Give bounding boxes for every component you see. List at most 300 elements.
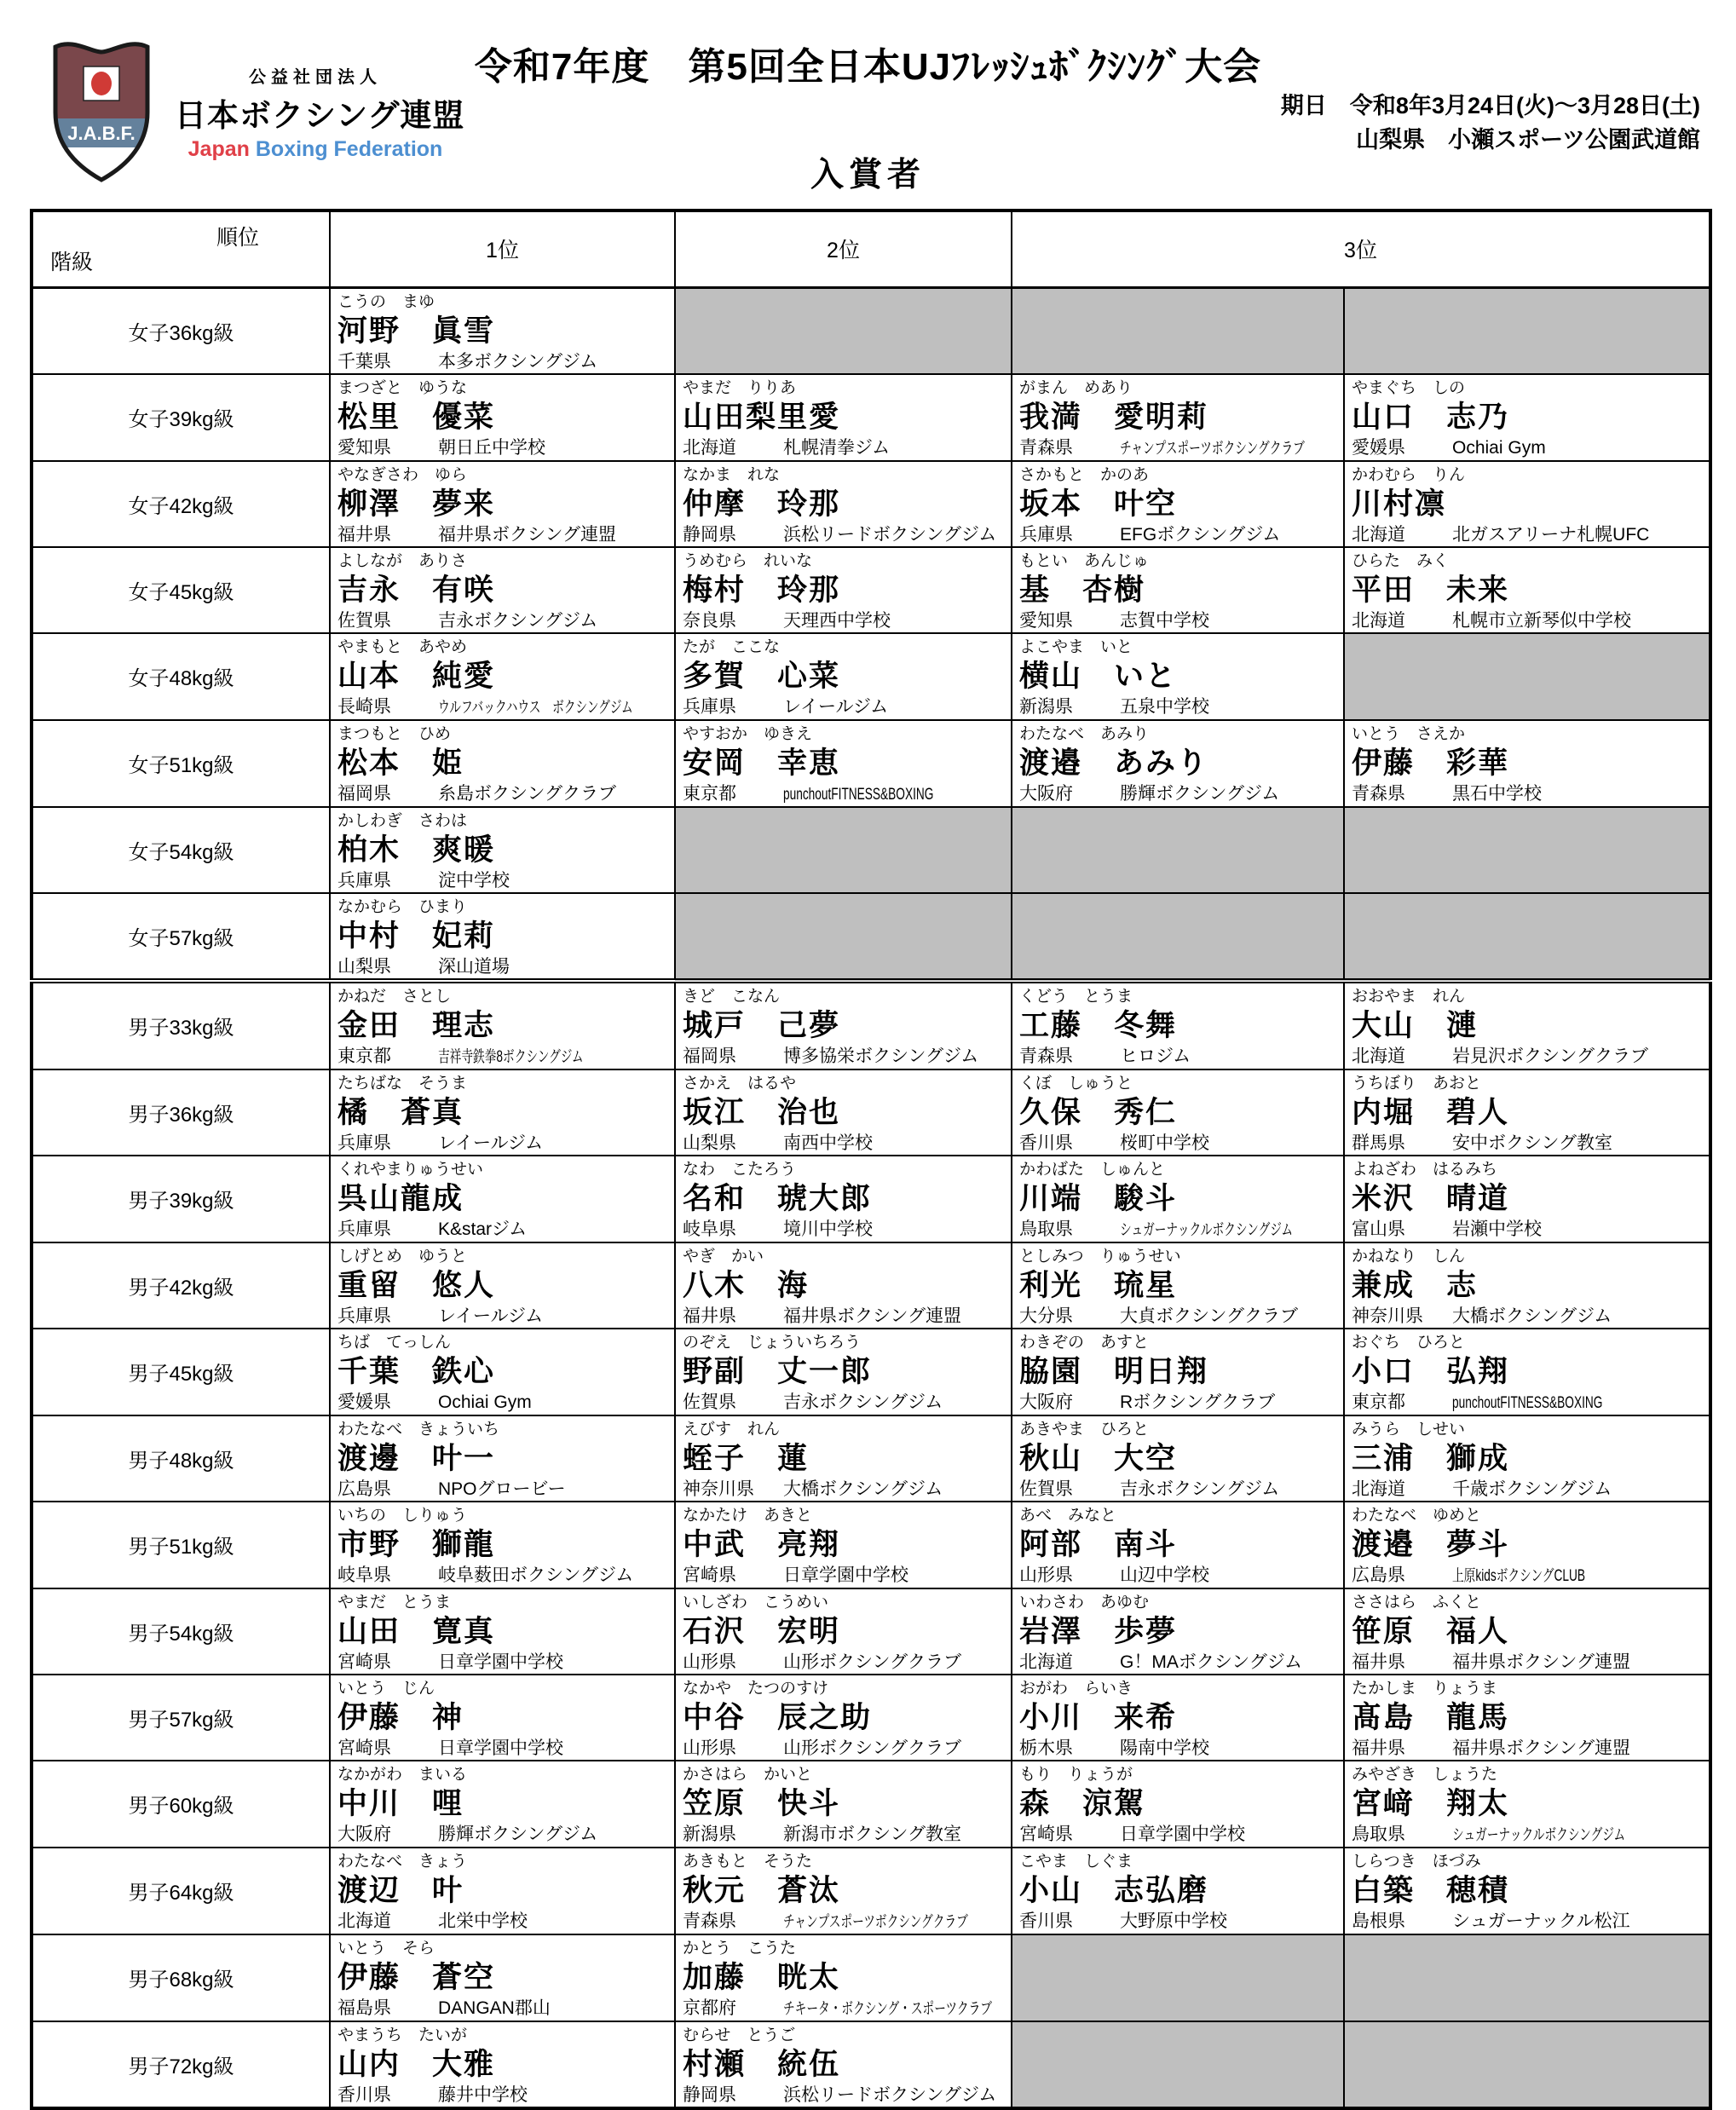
prefecture: 静岡県 [683, 2084, 736, 2105]
third-place-cell-b [1344, 1242, 1710, 1329]
corner-cell [32, 210, 330, 287]
weight-class-row [32, 461, 1710, 547]
prefecture: 北海道 [1352, 524, 1405, 545]
club: 淀中学校 [438, 870, 510, 891]
club: 天理西中学校 [783, 610, 891, 631]
second-place-cell [675, 461, 1012, 547]
athlete-name: 名和 琥大郎 [683, 1181, 873, 1215]
third-place-cell-b [1344, 720, 1710, 807]
furigana: よしなが ありさ [337, 551, 468, 570]
affiliation [337, 695, 667, 719]
third-place-cell-a [1012, 374, 1344, 461]
club: 大橋ボクシングジム [1452, 1306, 1612, 1326]
athlete-name: 渡邊 叶一 [337, 1441, 496, 1475]
furigana: かわばた しゅんと [1019, 1160, 1166, 1179]
club: 吉永ボクシングジム [438, 610, 598, 631]
prefecture: 広島県 [1352, 1565, 1405, 1585]
furigana: いとう さえか [1352, 724, 1466, 743]
furigana: まつざと ゆうな [337, 378, 468, 397]
athlete-name: 秋元 蒼汰 [683, 1873, 841, 1907]
club: 福井県ボクシング連盟 [438, 524, 617, 545]
athlete-name: 安岡 幸恵 [683, 746, 841, 780]
jabf-logo-text: J.A.B.F. [67, 123, 136, 144]
class-header-label: 階級 [50, 250, 94, 274]
affiliation [337, 1910, 667, 1933]
first-place-cell [330, 1156, 675, 1242]
prefecture: 佐賀県 [1019, 1479, 1073, 1499]
athlete-name: 渡邉 夢斗 [1352, 1527, 1510, 1561]
affiliation [1352, 523, 1702, 546]
athlete-name: 松本 姫 [337, 746, 464, 780]
athlete-name: 吉永 有咲 [337, 573, 496, 607]
weight-class-row [32, 720, 1710, 807]
athlete-name: 山口 志乃 [1352, 400, 1510, 434]
club: Ochiai Gym [438, 1392, 532, 1412]
prefecture: 山形県 [683, 1738, 736, 1758]
club: 陽南中学校 [1120, 1738, 1209, 1758]
affiliation [1352, 1564, 1702, 1588]
prefecture: 福井県 [1352, 1652, 1405, 1672]
affiliation [683, 1910, 1004, 1934]
weight-class-row [32, 1848, 1710, 1934]
athlete-name: 伊藤 彩華 [1352, 746, 1510, 780]
club: 岐阜薮田ボクシングジム [438, 1565, 634, 1585]
prefecture: 青森県 [683, 1911, 736, 1931]
club: シュガーナックルボクシングジム [1120, 1220, 1294, 1239]
furigana: いとう じん [337, 1679, 435, 1698]
furigana: いちの しりゅう [337, 1506, 468, 1525]
first-place-cell [330, 1242, 675, 1329]
club: 山辺中学校 [1120, 1565, 1209, 1585]
prefecture: 福岡県 [683, 1046, 736, 1066]
first-place-cell [330, 1329, 675, 1415]
weight-class-label: 男子57kg級 [32, 1675, 330, 1761]
prefecture: 鳥取県 [1019, 1219, 1073, 1239]
furigana: えびす れん [683, 1420, 781, 1438]
affiliation [337, 1478, 667, 1501]
prefecture: 香川県 [1019, 1133, 1073, 1153]
furigana: こやま しぐま [1019, 1852, 1133, 1871]
affiliation [1019, 782, 1336, 805]
prefecture: 奈良県 [683, 610, 736, 631]
furigana: おおやま れん [1352, 987, 1466, 1006]
weight-class-label: 女子36kg級 [32, 287, 330, 374]
affiliation [337, 1132, 667, 1155]
furigana: むらせ とうご [683, 2026, 796, 2044]
weight-class-label: 女子57kg級 [32, 893, 330, 981]
weight-class-label: 男子64kg級 [32, 1848, 330, 1934]
weight-class-label: 女子48kg級 [32, 633, 330, 720]
furigana: ささはら ふくと [1352, 1593, 1482, 1611]
second-place-cell [675, 1502, 1012, 1588]
affiliation [1352, 782, 1702, 805]
club: 岩瀬中学校 [1452, 1219, 1542, 1239]
prefecture: 大阪府 [1019, 783, 1073, 804]
affiliation [1019, 1305, 1336, 1328]
column-third-place: 3位 [1012, 210, 1710, 287]
prefecture: 兵庫県 [1019, 524, 1073, 545]
club: 日章学園中学校 [438, 1652, 563, 1672]
athlete-name: 大山 漣 [1352, 1008, 1479, 1042]
club: 志賀中学校 [1120, 610, 1209, 631]
athlete-name: 川村凛 [1352, 487, 1447, 521]
athlete-name: 秋山 大空 [1019, 1441, 1178, 1475]
third-place-cell-a [1012, 1415, 1344, 1502]
results-table [30, 209, 1712, 2110]
weight-class-row [32, 1502, 1710, 1588]
affiliation [683, 1737, 1004, 1760]
weight-class-label: 男子51kg級 [32, 1502, 330, 1588]
club: チャンプスポーツボクシングクラブ [783, 1912, 968, 1931]
club: 朝日丘中学校 [438, 437, 545, 458]
furigana: やなぎさわ ゆら [337, 465, 468, 484]
athlete-name: 阿部 南斗 [1019, 1527, 1178, 1561]
club: 福井県ボクシング連盟 [1452, 1652, 1631, 1672]
weight-class-row [32, 1156, 1710, 1242]
athlete-name: 松里 優菜 [337, 400, 496, 434]
prefecture: 岐阜県 [683, 1219, 736, 1239]
furigana: きど こなん [683, 987, 781, 1006]
third-place-cell-b [1344, 1588, 1710, 1675]
affiliation [337, 782, 667, 805]
first-place-cell [330, 1588, 675, 1675]
athlete-name: 野副 丈一郎 [683, 1354, 873, 1388]
second-place-cell [675, 547, 1012, 633]
affiliation [1352, 609, 1702, 632]
prefecture: 兵庫県 [337, 1133, 391, 1153]
athlete-name: 多賀 心菜 [683, 659, 841, 693]
club: 上原kidsボクシングCLUB [1452, 1566, 1585, 1585]
second-place-cell [675, 1242, 1012, 1329]
third-place-cell-b [1344, 1156, 1710, 1242]
first-place-cell [330, 2021, 675, 2108]
athlete-name: 柏木 爽暖 [337, 833, 496, 867]
weight-class-row [32, 2021, 1710, 2108]
third-place-cell-b [1344, 1415, 1710, 1502]
second-place-cell [675, 374, 1012, 461]
furigana: なかま れな [683, 465, 781, 484]
club: シュガーナックル松江 [1452, 1911, 1630, 1931]
club: 博多協栄ボクシングジム [783, 1046, 979, 1066]
club: ヒロジム [1120, 1046, 1191, 1066]
athlete-name: 小川 来希 [1019, 1700, 1178, 1734]
affiliation [1352, 1391, 1702, 1415]
affiliation [683, 1218, 1004, 1241]
third-place-cell-b [1344, 633, 1710, 720]
athlete-name: 城戸 己夢 [683, 1008, 841, 1042]
club: 大貞ボクシングクラブ [1120, 1306, 1299, 1326]
affiliation [1019, 1218, 1336, 1242]
club: 南西中学校 [783, 1133, 873, 1153]
affiliation [1019, 1478, 1336, 1501]
first-place-cell [330, 893, 675, 981]
prefecture: 富山県 [1352, 1219, 1405, 1239]
prefecture: 千葉県 [337, 351, 391, 372]
third-place-cell-b [1344, 287, 1710, 374]
furigana: あきもと そうた [683, 1852, 813, 1871]
furigana: かさはら かいと [683, 1765, 813, 1784]
club: 境川中学校 [783, 1219, 873, 1239]
affiliation [683, 523, 1004, 546]
affiliation [337, 955, 667, 978]
prefecture: 宮崎県 [337, 1652, 391, 1672]
prefecture: 北海道 [1352, 610, 1405, 631]
club: 本多ボクシングジム [438, 351, 598, 372]
first-place-cell [330, 807, 675, 893]
affiliation [337, 1651, 667, 1674]
prefecture: 北海道 [337, 1911, 391, 1931]
affiliation [337, 1997, 667, 2020]
second-place-cell [675, 1934, 1012, 2021]
third-place-cell-b [1344, 1502, 1710, 1588]
furigana: なかたけ あきと [683, 1506, 813, 1525]
furigana: よねざわ はるみち [1352, 1160, 1498, 1179]
first-place-cell [330, 633, 675, 720]
athlete-name: 渡邉 あみり [1019, 746, 1209, 780]
affiliation [337, 869, 667, 892]
first-place-cell [330, 1675, 675, 1761]
athlete-name: 脇園 明日翔 [1019, 1354, 1209, 1388]
athlete-name: 山田 寛真 [337, 1614, 496, 1648]
athlete-name: 伊藤 神 [337, 1700, 464, 1734]
third-place-cell-a [1012, 1761, 1344, 1848]
furigana: うめむら れいな [683, 551, 813, 570]
prefecture: 北海道 [683, 437, 736, 458]
weight-class-row [32, 981, 1710, 1069]
club: 札幌清拳ジム [783, 437, 891, 458]
club: レイールジム [783, 696, 889, 717]
furigana: なかがわ まいる [337, 1765, 468, 1784]
prefecture: 群馬県 [1352, 1133, 1405, 1153]
club: punchoutFITNESS&BOXING [1452, 1393, 1603, 1412]
third-place-cell-b [1344, 461, 1710, 547]
club: 黒石中学校 [1452, 783, 1542, 804]
club: DANGAN郡山 [438, 1998, 551, 2018]
prefecture: 愛知県 [1019, 610, 1073, 631]
third-place-cell-a [1012, 1242, 1344, 1329]
third-place-cell-a [1012, 1588, 1344, 1675]
affiliation [683, 1564, 1004, 1587]
event-date: 期日 令和8年3月24日(火)～3月28日(土) [1280, 93, 1700, 118]
second-place-cell [675, 1848, 1012, 1934]
club: レイールジム [438, 1306, 544, 1326]
third-place-cell-a [1012, 893, 1344, 981]
prefecture: 大阪府 [1019, 1392, 1073, 1412]
prefecture: 福井県 [337, 524, 391, 545]
affiliation [1352, 1045, 1702, 1068]
affiliation [1019, 1651, 1336, 1674]
prefecture: 神奈川県 [683, 1479, 754, 1499]
athlete-name: 利光 琉星 [1019, 1268, 1178, 1302]
weight-class-label: 男子42kg級 [32, 1242, 330, 1329]
furigana: やぎ かい [683, 1247, 764, 1265]
furigana: いしざわ こうめい [683, 1593, 829, 1611]
athlete-name: 村瀬 統伍 [683, 2047, 841, 2081]
athlete-name: 三浦 獅成 [1352, 1441, 1510, 1475]
club: Ochiai Gym [1452, 437, 1546, 458]
first-place-cell [330, 981, 675, 1069]
third-place-cell-a [1012, 807, 1344, 893]
event-meta [1281, 89, 1700, 157]
third-place-cell-a [1012, 1934, 1344, 2021]
affiliation [337, 1305, 667, 1328]
third-place-cell-a [1012, 547, 1344, 633]
furigana: なかや たつのすけ [683, 1679, 829, 1698]
affiliation [1352, 1651, 1702, 1674]
club: 福井県ボクシング連盟 [783, 1306, 962, 1326]
club: 桜町中学校 [1120, 1133, 1209, 1153]
affiliation [337, 1737, 667, 1760]
second-place-cell [675, 720, 1012, 807]
furigana: やまだ りりあ [683, 378, 797, 397]
second-place-cell [675, 893, 1012, 981]
furigana: たちばな そうま [337, 1074, 468, 1092]
third-place-cell-b [1344, 547, 1710, 633]
furigana: もり りょうが [1019, 1765, 1133, 1784]
athlete-name: 小山 志弘磨 [1019, 1873, 1209, 1907]
second-place-cell [675, 1588, 1012, 1675]
prefecture: 福井県 [1352, 1738, 1405, 1758]
subtitle-winners: 入賞者 [810, 157, 926, 193]
furigana: こうの まゆ [337, 292, 435, 311]
prefecture: 広島県 [337, 1479, 391, 1499]
athlete-name: 川端 駿斗 [1019, 1181, 1178, 1215]
third-place-cell-b [1344, 1934, 1710, 2021]
weight-class-label: 男子72kg級 [32, 2021, 330, 2108]
third-place-cell-a [1012, 1156, 1344, 1242]
club: punchoutFITNESS&BOXING [783, 785, 934, 804]
first-place-cell [330, 461, 675, 547]
affiliation [337, 436, 667, 459]
athlete-name: 石沢 宏明 [683, 1614, 841, 1648]
affiliation [1019, 523, 1336, 546]
second-place-cell [675, 1069, 1012, 1156]
furigana: うちぼり あおと [1352, 1074, 1482, 1092]
prefecture: 栃木県 [1019, 1738, 1073, 1758]
affiliation [337, 1045, 667, 1069]
athlete-name: 白築 穂積 [1352, 1873, 1510, 1907]
affiliation [1352, 1218, 1702, 1241]
weight-class-row [32, 374, 1710, 461]
weight-class-label: 女子42kg級 [32, 461, 330, 547]
affiliation [683, 1045, 1004, 1068]
org-en-japan: Japan [187, 137, 250, 161]
results-body [32, 287, 1710, 2108]
weight-class-row [32, 1934, 1710, 2021]
furigana: わたなべ ゆめと [1352, 1506, 1482, 1525]
prefecture: 東京都 [337, 1046, 391, 1066]
prefecture: 兵庫県 [337, 870, 391, 891]
furigana: おぐち ひろと [1352, 1333, 1466, 1352]
furigana: みやざき しょうた [1352, 1765, 1498, 1784]
athlete-name: 我満 愛明莉 [1019, 400, 1209, 434]
club: 岩見沢ボクシングクラブ [1452, 1046, 1649, 1066]
furigana: みうら しせい [1352, 1420, 1466, 1438]
weight-class-row [32, 807, 1710, 893]
athlete-name: 久保 秀仁 [1019, 1095, 1178, 1129]
club: シュガーナックルボクシングジム [1452, 1825, 1626, 1844]
affiliation [337, 523, 667, 546]
weight-class-label: 女子39kg級 [32, 374, 330, 461]
prefecture: 佐賀県 [337, 610, 391, 631]
third-place-cell-b [1344, 2021, 1710, 2108]
third-place-cell-b [1344, 1069, 1710, 1156]
prefecture: 新潟県 [1019, 696, 1073, 717]
weight-class-row [32, 1069, 1710, 1156]
prefecture: 静岡県 [683, 524, 736, 545]
furigana: くれやまりゅうせい [337, 1160, 484, 1179]
prefecture: 北海道 [1019, 1652, 1073, 1672]
club: 大橋ボクシングジム [783, 1479, 943, 1499]
second-place-cell [675, 1761, 1012, 1848]
affiliation [337, 1391, 667, 1414]
athlete-name: 岩澤 歩夢 [1019, 1614, 1178, 1648]
furigana: やまぐち しの [1352, 378, 1466, 397]
prefecture: 宮崎県 [1019, 1824, 1073, 1844]
club: 安中ボクシング教室 [1452, 1133, 1613, 1153]
weight-class-row [32, 1675, 1710, 1761]
prefecture: 大分県 [1019, 1306, 1073, 1326]
prefecture: 兵庫県 [337, 1306, 391, 1326]
athlete-name: 八木 海 [683, 1268, 810, 1302]
furigana: わきぞの あすと [1019, 1333, 1150, 1352]
third-place-cell-a [1012, 1329, 1344, 1415]
furigana: おがわ らいき [1019, 1679, 1133, 1698]
club: チャンプスポーツボクシングクラブ [1120, 439, 1305, 458]
third-place-cell-a [1012, 633, 1344, 720]
club: Rボクシングクラブ [1120, 1392, 1276, 1412]
athlete-name: 基 杏樹 [1019, 573, 1146, 607]
club: 糸島ボクシングクラブ [438, 783, 617, 804]
prefecture: 兵庫県 [337, 1219, 391, 1239]
athlete-name: 柳澤 夢来 [337, 487, 496, 521]
athlete-name: 中武 亮翔 [683, 1527, 841, 1561]
furigana: たかしま りょうま [1352, 1679, 1498, 1698]
prefecture: 長崎県 [337, 696, 391, 717]
club: 五泉中学校 [1120, 696, 1209, 717]
second-place-cell [675, 287, 1012, 374]
weight-class-label: 男子60kg級 [32, 1761, 330, 1848]
affiliation [337, 1218, 667, 1241]
athlete-name: 小口 弘翔 [1352, 1354, 1510, 1388]
furigana: わたなべ あみり [1019, 724, 1150, 743]
third-place-cell-b [1344, 1675, 1710, 1761]
athlete-name: 宮﨑 翔太 [1352, 1786, 1510, 1820]
weight-class-row [32, 1588, 1710, 1675]
first-place-cell [330, 287, 675, 374]
prefecture: 岐阜県 [337, 1565, 391, 1585]
second-place-cell [675, 1415, 1012, 1502]
affiliation [683, 1478, 1004, 1501]
athlete-name: 梅村 玲那 [683, 573, 841, 607]
weight-class-row [32, 633, 1710, 720]
athlete-name: 市野 獅龍 [337, 1527, 496, 1561]
third-place-cell-b [1344, 1761, 1710, 1848]
furigana: なかむら ひまり [337, 897, 468, 916]
athlete-name: 千葉 鉄心 [337, 1354, 496, 1388]
prefecture: 大阪府 [337, 1824, 391, 1844]
weight-class-label: 男子48kg級 [32, 1415, 330, 1502]
weight-class-label: 男子54kg級 [32, 1588, 330, 1675]
furigana: かねだ さとし [337, 987, 452, 1006]
affiliation [337, 1823, 667, 1846]
third-place-cell-b [1344, 1848, 1710, 1934]
athlete-name: 中村 妃莉 [337, 919, 496, 953]
third-place-cell-a [1012, 1848, 1344, 1934]
furigana: ひらた みく [1352, 551, 1450, 570]
second-place-cell [675, 1675, 1012, 1761]
affiliation [683, 1391, 1004, 1414]
